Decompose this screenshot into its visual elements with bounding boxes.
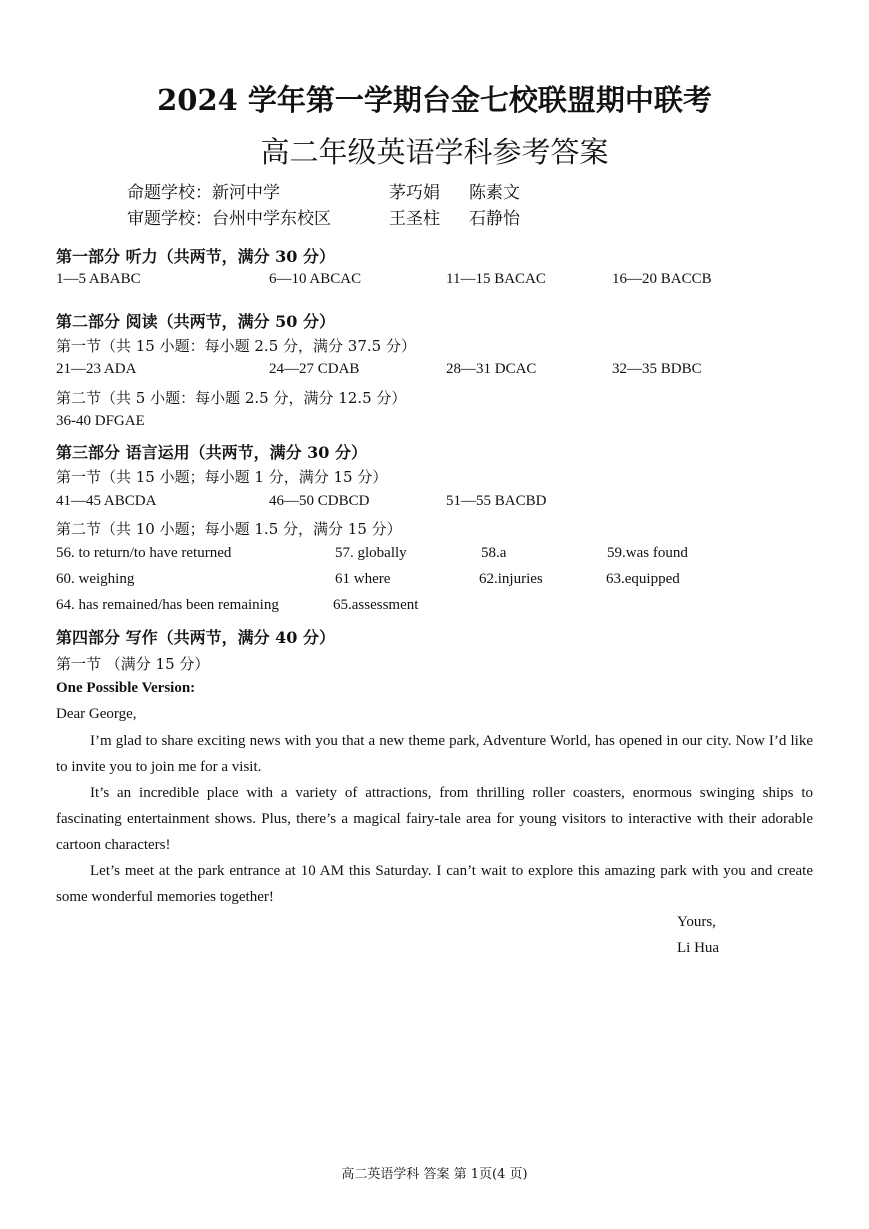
fill-answer: 58.a	[481, 545, 507, 561]
letter-paragraph: I’m glad to share exciting news with you that a new theme park, Adventure World, has opened in our city. Now I’d like to invite you to join me for a visit.	[56, 733, 813, 775]
letter-paragraph: It’s an incredible place with a variety of attractions, from thrilling roller coasters, enormous swinging ships to fascinating entertainment shows. Plus, there’s a magical fairy-tale area for young visitors to interactive with their adorable cartoon characters!	[56, 785, 813, 853]
answer-group: 6—10 ABCAC	[269, 271, 362, 287]
fill-answer: 59.was found	[607, 545, 688, 561]
answer-group: 16—20 BACCB	[612, 271, 712, 287]
answer-group: 32—35 BDBC	[612, 361, 702, 377]
fill-answer: 60. weighing	[56, 571, 135, 587]
proposer-school: 命题学校：新河中学	[127, 183, 280, 203]
answer-key-subtitle: 高二年级英语学科参考答案	[260, 135, 609, 169]
part1-heading: 第一部分 听力（共两节，满分 30 分）	[56, 247, 335, 266]
fill-answer: 56. to return/to have returned	[56, 545, 232, 561]
answer-group: 1—5 ABABC	[56, 271, 141, 287]
page-footer: 高二英语学科 答案 第 1页(4 页)	[341, 1167, 528, 1182]
reviewer-name-1: 王圣柱	[389, 209, 440, 229]
proposer-name-1: 茅巧娟	[389, 183, 440, 203]
answer-group: 46—50 CDBCD	[269, 493, 370, 509]
answer-group: 51—55 BACBD	[446, 493, 547, 509]
part4-heading: 第四部分 写作（共两节，满分 40 分）	[56, 628, 335, 647]
part3-section1: 第一节（共 15 小题；每小题 1 分，满分 15 分）	[56, 468, 388, 486]
part4-section1: 第一节 （满分 15 分）	[56, 655, 210, 673]
reviewer-school: 审题学校：台州中学东校区	[127, 209, 331, 229]
reviewer-name-2: 石静怡	[469, 209, 520, 229]
fill-answer: 65.assessment	[333, 597, 419, 613]
answer-group: 21—23 ADA	[56, 361, 137, 377]
answer-group: 28—31 DCAC	[446, 361, 537, 377]
answer-group: 11—15 BACAC	[446, 271, 546, 287]
fill-answer: 62.injuries	[479, 571, 543, 587]
fill-answer: 61 where	[335, 571, 391, 587]
letter-closing: Yours,	[677, 914, 716, 930]
part2-section2: 第二节（共 5 小题：每小题 2.5 分，满分 12.5 分）	[56, 389, 407, 407]
answer-group: 24—27 CDAB	[269, 361, 360, 377]
fill-answer: 57. globally	[335, 545, 407, 561]
answer-group: 41—45 ABCDA	[56, 493, 157, 509]
fill-answer: 63.equipped	[606, 571, 680, 587]
part3-section2: 第二节（共 10 小题；每小题 1.5 分，满分 15 分）	[56, 520, 402, 538]
exam-title: 2024 学年第一学期台金七校联盟期中联考	[157, 83, 712, 117]
answer-group: 36-40 DFGAE	[56, 413, 145, 429]
fill-answer: 64. has remained/has been remaining	[56, 597, 279, 613]
letter-paragraph: Let’s meet at the park entrance at 10 AM this Saturday. I can’t wait to explore this amazing park with you and create some wonderful memories together!	[56, 863, 813, 905]
proposer-name-2: 陈素文	[469, 183, 520, 203]
part2-section1: 第一节（共 15 小题：每小题 2.5 分，满分 37.5 分）	[56, 337, 416, 355]
letter-greeting: Dear George,	[56, 706, 137, 722]
part3-heading: 第三部分 语言运用（共两节，满分 30 分）	[56, 443, 367, 462]
letter-signature: Li Hua	[677, 940, 720, 956]
version-label: One Possible Version:	[56, 680, 196, 696]
part2-heading: 第二部分 阅读（共两节，满分 50 分）	[56, 312, 335, 331]
